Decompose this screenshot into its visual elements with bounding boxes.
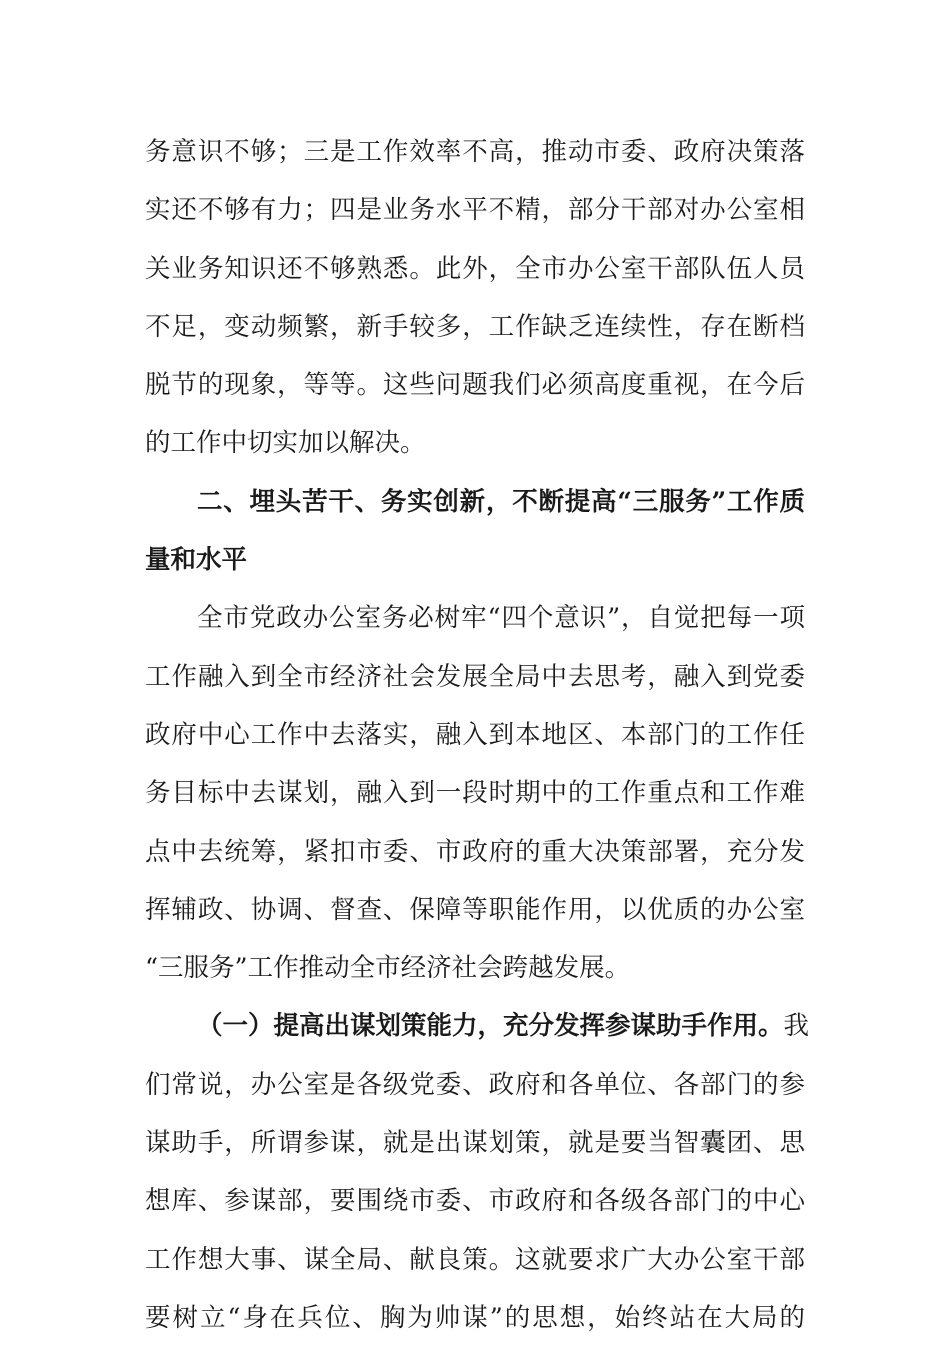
paragraph-line: 不足，变动频繁，新手较多，工作缺乏连续性，存在断档 — [145, 311, 805, 342]
paragraph-line: 工作想大事、谋全局、献良策。这就要求广大办公室干部 — [145, 1244, 805, 1275]
paragraph-line: 务意识不够；三是工作效率不高，推动市委、政府决策落 — [145, 137, 805, 167]
paragraph-line: 政府中心工作中去落实，融入到本地区、本部门的工作任 — [145, 719, 805, 750]
paragraph-line: 脱节的现象，等等。这些问题我们必须高度重视，在今后 — [145, 370, 805, 401]
subsection-heading: （一）提高出谋划策能力，充分发挥参谋助手作用。 — [197, 1011, 784, 1042]
document-body — [145, 123, 810, 1347]
paragraph-line: 的工作中切实加以解决。 — [145, 428, 426, 459]
paragraph-line: 们常说，办公室是各级党委、政府和各单位、各部门的参 — [145, 1069, 805, 1100]
section-heading: 二、埋头苦干、务实创新，不断提高“三服务”工作质 — [197, 486, 805, 517]
paragraph-line: 全市党政办公室务必树牢“四个意识”，自觉把每一项 — [197, 603, 805, 634]
subsection-line: （一）提高出谋划策能力，充分发挥参谋助手作用。我 — [197, 1011, 810, 1042]
paragraph-line: 挥辅政、协调、督查、保障等职能作用，以优质的办公室 — [145, 894, 805, 925]
paragraph-line: 点中去统筹，紧扣市委、市政府的重大决策部署，充分发 — [145, 836, 805, 867]
paragraph-line: 想库、参谋部，要围绕市委、市政府和各级各部门的中心 — [145, 1186, 805, 1217]
paragraph-line: 实还不够有力；四是业务水平不精，部分干部对办公室相 — [145, 195, 805, 226]
paragraph-line: 关业务知识还不够熟悉。此外，全市办公室干部队伍人员 — [145, 253, 805, 284]
paragraph-line: “三服务”工作推动全市经济社会跨越发展。 — [145, 953, 631, 984]
paragraph-line: 要树立“身在兵位、胸为帅谋”的思想，始终站在大局的 — [145, 1302, 805, 1333]
paragraph-line: 工作融入到全市经济社会发展全局中去思考，融入到党委 — [145, 661, 805, 692]
paragraph-line: 务目标中去谋划，融入到一段时期中的工作重点和工作难 — [145, 778, 805, 809]
section-heading: 量和水平 — [145, 545, 248, 576]
paragraph-line: 谋助手，所谓参谋，就是出谋划策，就是要当智囊团、思 — [145, 1128, 805, 1159]
